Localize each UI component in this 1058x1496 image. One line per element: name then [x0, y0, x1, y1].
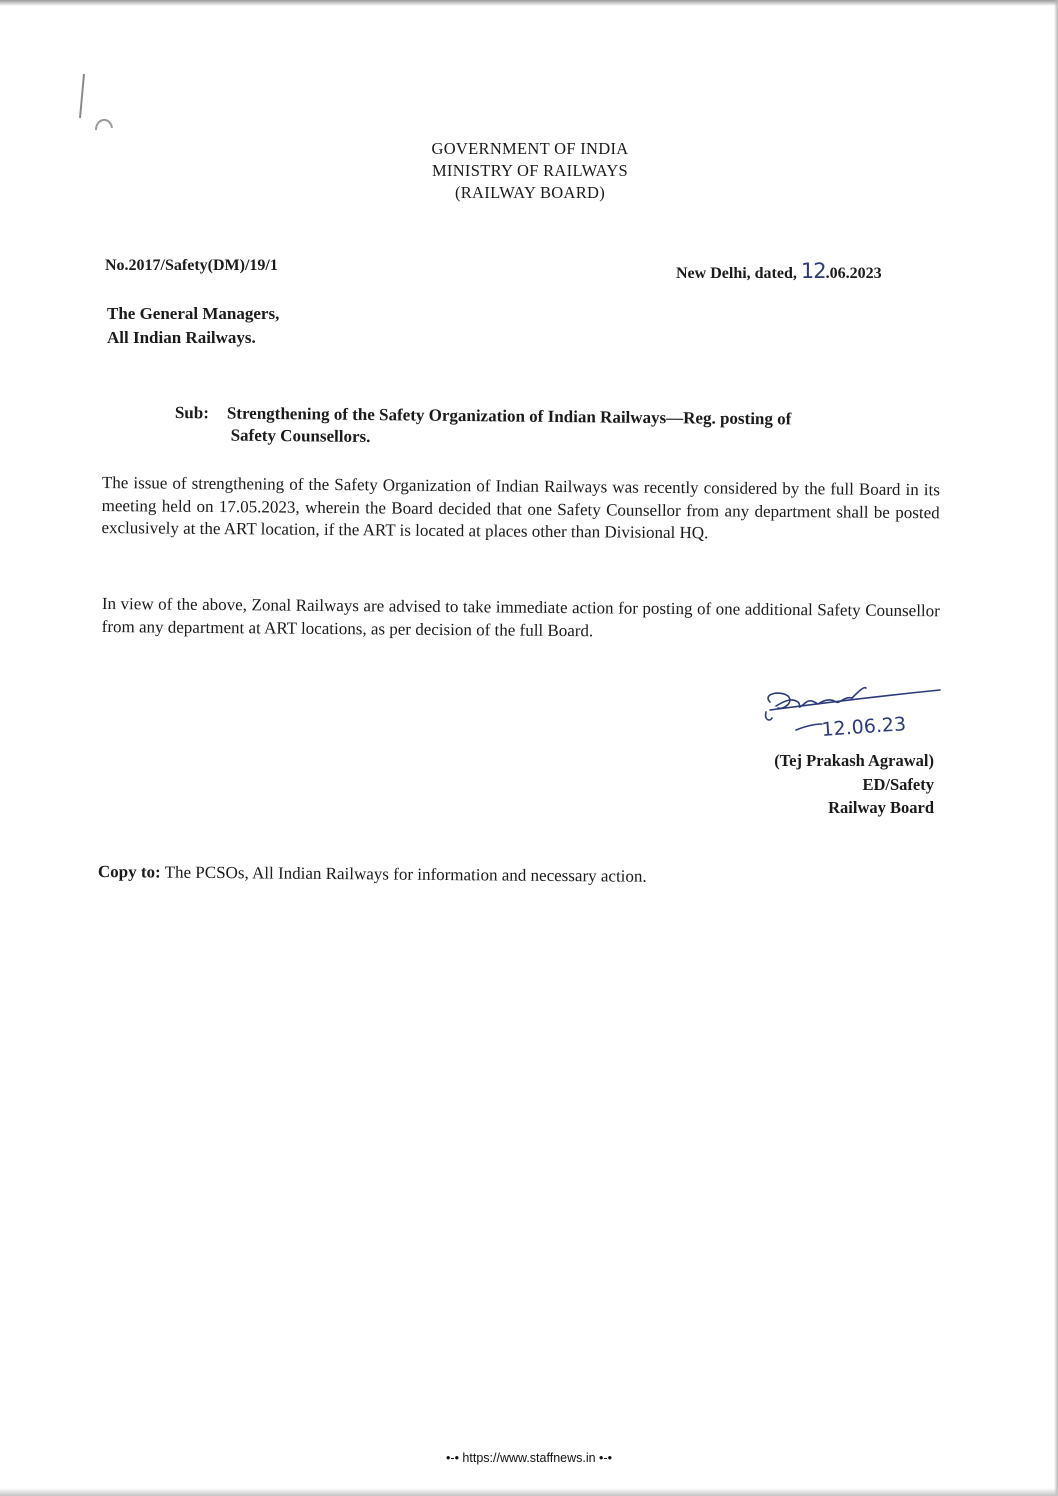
- subject: [175, 402, 945, 454]
- subject-line-1: Strengthening of the Safety Organization of Indian Railways—Reg. posting of: [226, 403, 792, 429]
- letterhead-ministry: MINISTRY OF RAILWAYS: [431, 161, 629, 180]
- date-rest: .06.2023: [825, 265, 882, 282]
- signatory-block: [680, 749, 934, 820]
- letterhead: [300, 138, 760, 204]
- scan-edge-right: [1054, 0, 1058, 1496]
- scan-edge-top: [0, 0, 1058, 6]
- addressee-line-2: All Indian Railways.: [107, 328, 256, 347]
- copy-to-text: The PCSOs, All Indian Railways for information and necessary action.: [160, 862, 647, 886]
- signatory-designation: ED/Safety: [862, 774, 934, 794]
- reference-number: No.2017/Safety(DM)/19/1: [105, 257, 278, 274]
- subject-line-2: Safety Counsellors.: [230, 425, 371, 447]
- body-paragraph-1: The issue of strengthening of the Safety Organization of Indian Railways was recently considered by the full Board in its meeting held on 17.05.2023, wherein the Board decided that one Safety Counsellor from any department shall be posted exclusively at the ART location, if the ART is located at places other than Divisional HQ.: [101, 472, 940, 543]
- copy-to: [98, 862, 858, 889]
- subject-label: Sub:: [174, 402, 210, 423]
- footer-link[interactable]: •-• https://www.staffnews.in •-•: [446, 1451, 612, 1465]
- body-paragraph-2: In view of the above, Zonal Railways are advised to take immediate action for posting of one additional Safety Counsellor from any department at ART locations, as per decision of the full Board.: [101, 593, 940, 640]
- date-prefix: New Delhi, dated,: [676, 265, 801, 282]
- handwritten-mark-icon: [70, 70, 130, 140]
- addressee: [107, 302, 279, 350]
- addressee-line-1: The General Managers,: [107, 304, 280, 323]
- letterhead-government: GOVERNMENT OF INDIA: [431, 139, 629, 158]
- date-line: [676, 259, 882, 283]
- scan-edge-bottom: [0, 1488, 1058, 1496]
- signatory-office: Railway Board: [828, 798, 934, 817]
- signatory-name: (Tej Prakash Agrawal): [774, 751, 934, 770]
- date-day-handwritten: 12: [800, 259, 826, 283]
- signature-date-note: 12.06.23: [820, 713, 907, 741]
- signature-icon: [740, 680, 960, 752]
- letterhead-board: (RAILWAY BOARD): [454, 183, 606, 202]
- copy-to-label: Copy to:: [97, 862, 161, 882]
